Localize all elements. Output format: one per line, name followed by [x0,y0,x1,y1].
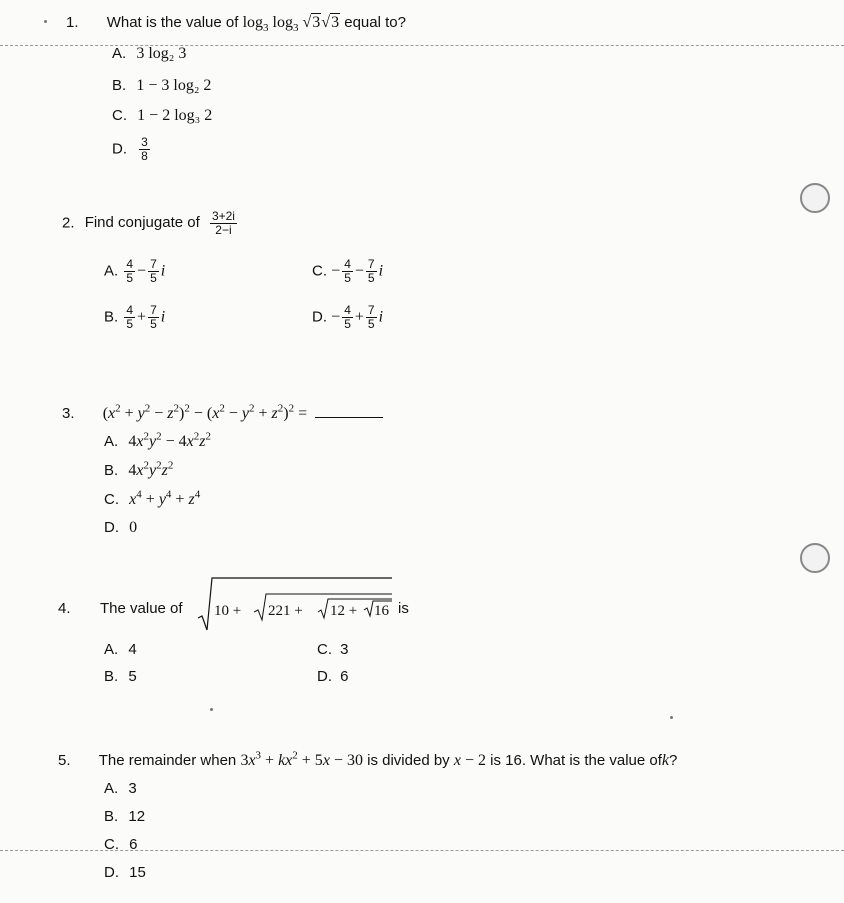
option-text: 3 log₂ 3 [136,45,187,62]
question-stem: The remainder when [98,752,237,769]
option-label: B. [104,808,119,825]
svg-text:10 +: 10 + [214,603,242,619]
option-label: A. [104,433,119,450]
question-4-stem-end: is [398,600,409,617]
option-b[interactable]: B. $4x^2y^2z^2$ [104,459,174,479]
option-c[interactable] [104,836,138,853]
option-a[interactable] [104,641,137,658]
option-label: B. [112,77,127,94]
option-text: 6 [129,836,138,853]
option-label: A. [104,641,119,658]
option-text: 0 [129,519,138,536]
option-c[interactable]: C. $x^4 + y^4 + z^4$ [104,488,201,508]
question-3 [62,402,383,423]
option-label: D. [104,519,119,536]
answer-blank [315,417,383,418]
option-label: D. [312,308,327,326]
question-stem: is 16. What is the value of [490,752,662,769]
question-stem: is divided by [367,752,450,769]
option-label: B. [104,462,119,479]
option-label: A. [104,262,119,280]
option-b[interactable] [104,808,145,825]
punch-hole-bottom [800,543,830,573]
question-stem: What is the value of [106,14,239,31]
option-text: 1 − 3 log₂ 2 [136,77,212,94]
option-d[interactable] [317,668,349,685]
question-stem: Find conjugate of [84,214,200,232]
option-d[interactable] [104,519,137,537]
option-d[interactable] [112,136,152,163]
option-label: C. [104,836,119,853]
question-5: 5. The remainder when $3x^3 + kx^2 + 5x - 30$ is divided by x − 2 is 16. What is the value ofk? [58,749,678,769]
option-text: 1 − 2 log₃ 2 [137,107,213,124]
question-stem: ? [669,752,678,769]
option-text: 4 [128,641,137,658]
fraction: $\frac{3+2i}{2-i}$ [211,209,235,237]
option-text: 15 [129,864,146,881]
option-a[interactable] [112,45,186,63]
question-1 [66,13,406,35]
option-d[interactable] [104,864,146,881]
svg-text:12 +: 12 + [330,603,358,619]
math-expression: $(x^2 + y^2 - z^2)^2 - (x^2 - y^2 + z^2)^2$ = [102,402,308,422]
option-text: 6 [340,668,349,685]
option-text: 3 [340,641,349,658]
math-expression: x − 2 [453,752,486,769]
option-label: B. [104,308,119,326]
math-expression: $\log_3 \log_3$ √ 3 √ 3 [242,14,340,35]
option-d[interactable]: D. − $\frac{4}{5}$ + $\frac{7}{5}$ i [312,303,384,331]
option-c[interactable] [317,641,349,658]
option-label: C. [112,107,127,124]
option-text: 3 [128,780,137,797]
option-text: 12 [128,808,146,825]
option-b[interactable]: B. $\frac{4}{5}$ + $\frac{7}{5}$ i [104,303,166,331]
option-b[interactable] [112,77,211,95]
option-a[interactable] [104,780,137,797]
option-label: C. [317,641,332,658]
question-2 [62,210,239,237]
option-c[interactable]: C. − $\frac{4}{5}$ − $\frac{7}{5}$ i [312,257,384,285]
svg-text:16: 16 [374,603,389,619]
question-number: 1. [66,14,79,31]
option-c[interactable] [112,107,212,125]
question-number: 5. [58,752,71,769]
punch-hole-top [800,183,830,213]
option-text: 5 [128,668,137,685]
question-number: 3. [62,405,75,422]
question-stem-end: equal to? [344,14,406,31]
option-label: C. [312,262,327,280]
nested-radical [196,572,396,632]
option-b[interactable] [104,668,137,685]
scan-speck [44,20,47,23]
option-label: B. [104,668,119,685]
fraction: $\frac{3}{8}$ [141,135,148,163]
option-label: A. [104,780,119,797]
option-label: A. [112,45,127,62]
option-a[interactable]: A. $4x^2y^2 - 4x^2z^2$ [104,430,211,450]
option-label: D. [112,140,127,158]
question-4-number: 4. [58,600,71,617]
option-label: D. [104,864,119,881]
question-number: 2. [62,214,75,232]
math-expression: $3x^3 + kx^2 + 5x - 30$ [240,749,363,769]
question-4-stem: The value of [100,600,183,617]
svg-text:221 +: 221 + [268,603,303,619]
option-label: D. [317,668,332,685]
scan-speck [210,708,213,711]
option-a[interactable]: A. $\frac{4}{5}$ − $\frac{7}{5}$ i [104,257,166,285]
scan-speck [670,716,673,719]
option-label: C. [104,491,119,508]
